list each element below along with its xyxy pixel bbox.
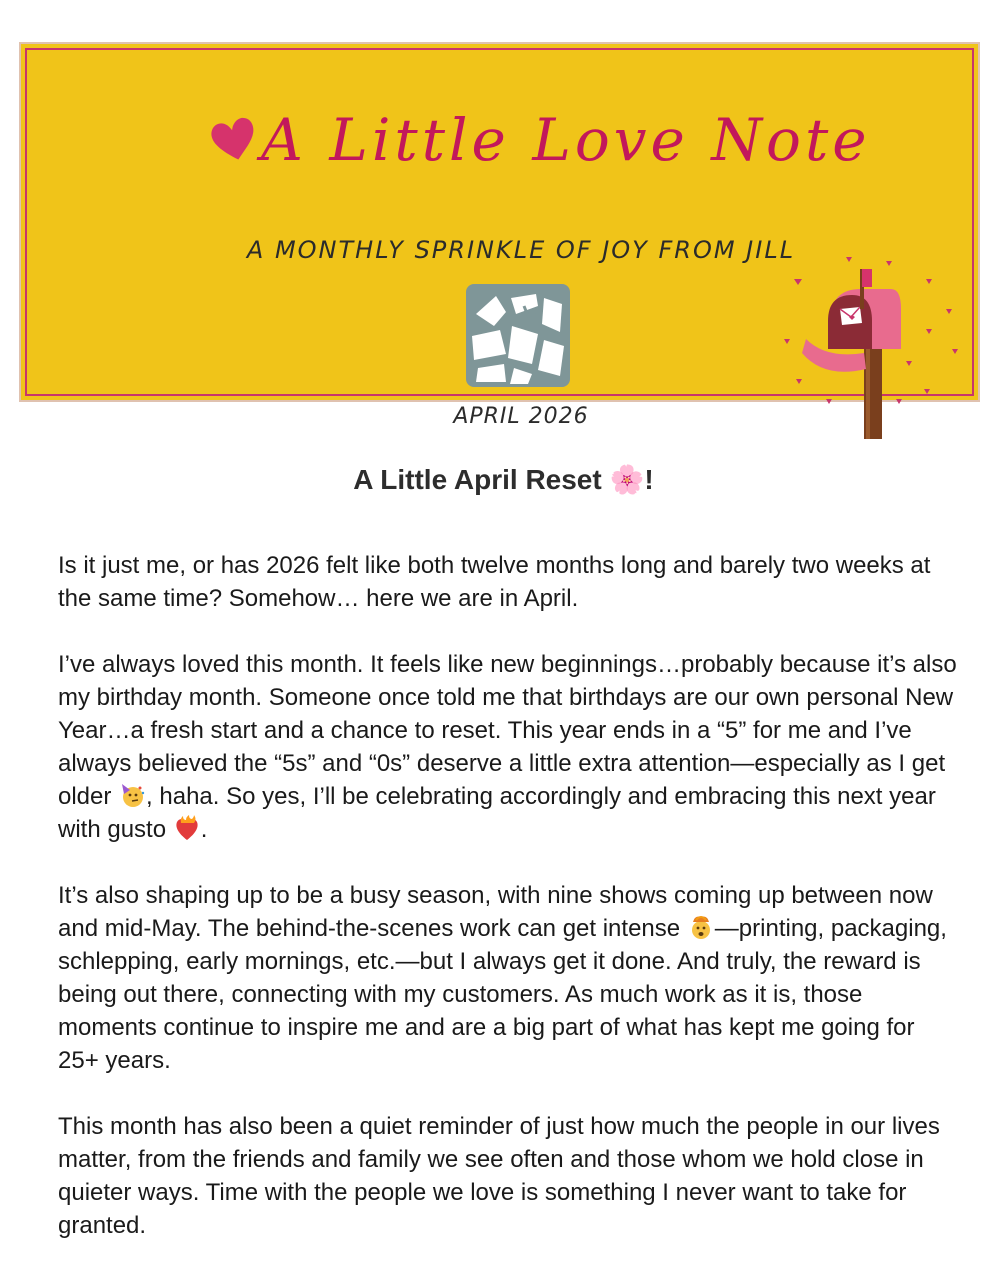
newsletter-subtitle: A MONTHLY SPRINKLE OF JOY FROM JILL xyxy=(246,236,796,264)
brand-logo xyxy=(466,284,570,387)
newsletter-title: A Little Love Note xyxy=(261,106,871,174)
cherry-blossom-icon: 🌸 xyxy=(609,463,645,496)
paragraph-4: This month has also been a quiet reminder of just how much the people in our lives matter, from the friends and family we see often and those whom we hold close in quieter ways. Time with the people we love is something I never want to take for granted. xyxy=(58,1113,940,1239)
paragraph-2-part-1: I’ve always loved this month. It feels like new beginnings…probably because it’s also my birthday month. Someone once told me that birthdays are our own personal New Year…a fresh start and a chance to reset. This year ends in a “5” for me and I’ve always believed the “5s” and “0s” deserve a little extra attention—especially as I get older xyxy=(58,651,957,810)
paragraph-2-part-2: , haha. So yes, I’ll be celebrating accordingly and embracing this next year with gusto xyxy=(58,783,936,843)
paragraph-3-part-1: It’s also shaping up to be a busy season, with nine shows coming up between now and mid-May. The behind-the-scenes work can get intense xyxy=(58,882,933,942)
article-heading xyxy=(0,463,1007,496)
paragraph-2-part-3: . xyxy=(200,816,208,843)
newsletter-date: APRIL 2026 xyxy=(453,404,589,429)
article-heading-suffix: ! xyxy=(644,464,654,495)
mailbox-icon xyxy=(776,249,961,439)
partying-face-icon xyxy=(118,782,146,808)
article-body xyxy=(58,549,958,1275)
paragraph-2 xyxy=(58,648,958,846)
heart-on-fire-icon xyxy=(173,815,201,841)
paragraph-1: Is it just me, or has 2026 felt like both twelve months long and barely two weeks at the same time? Somehow… here we are in April. xyxy=(58,552,931,612)
paragraph-3 xyxy=(58,879,958,1077)
heart-icon xyxy=(209,116,259,162)
article-heading-text: A Little April Reset xyxy=(353,464,602,495)
exploding-head-icon xyxy=(687,914,715,940)
newsletter-banner xyxy=(19,42,980,429)
paragraph-3-part-2: —printing, packaging, schlepping, early mornings, etc.—but I always get it done. And truly, the reward is being out there, connecting with my customers. As much work as it is, those moments continue to inspire me and are a big part of what has kept me going for 25+ years. xyxy=(58,915,947,1074)
